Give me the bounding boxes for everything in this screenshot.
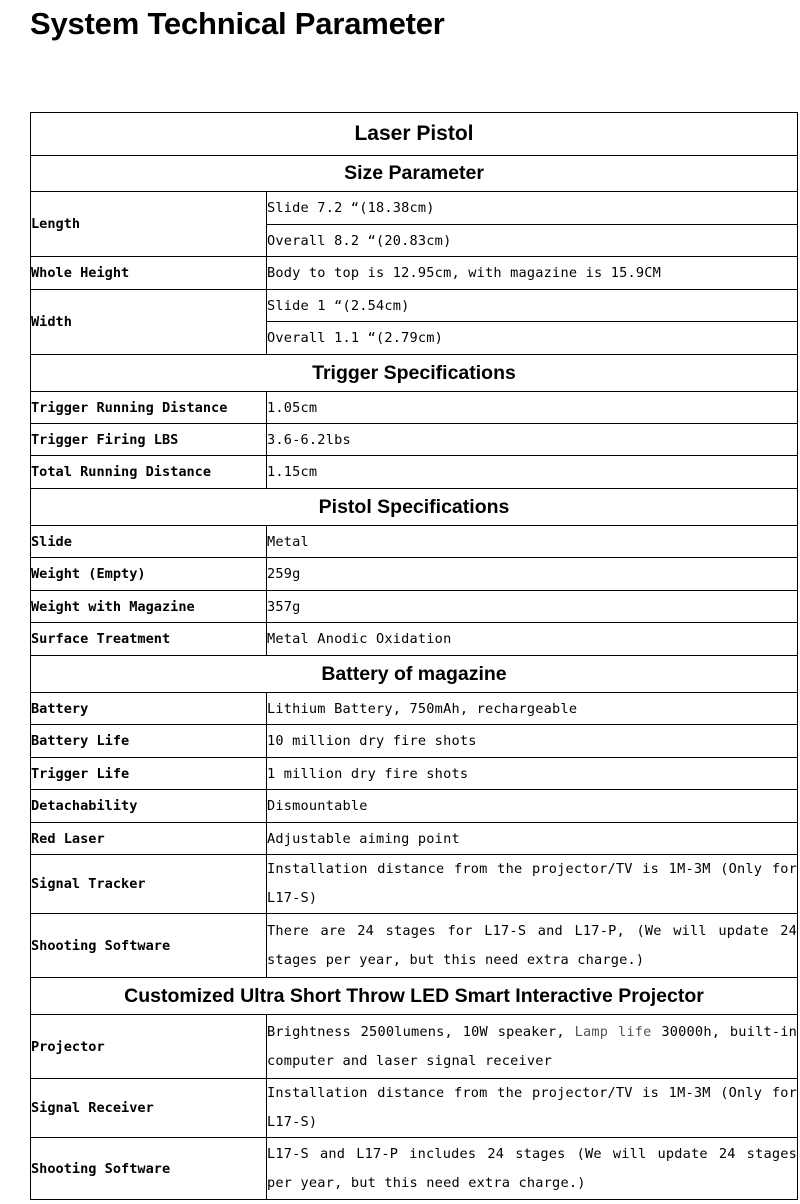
row-value: Adjustable aiming point <box>267 823 798 855</box>
projector-spec-text-rest: 30000h, built-in computer and laser signal receiver <box>267 1023 797 1069</box>
row-label: Width <box>31 290 267 355</box>
row-value: L17-S and L17-P includes 24 stages (We will update 24 stages per year, but this need extra charge.) <box>267 1138 798 1200</box>
row-value: Installation distance from the projector/TV is 1M-3M (Only for L17-S) <box>267 1079 798 1138</box>
row-value: 3.6-6.2lbs <box>267 424 798 456</box>
row-value: Dismountable <box>267 790 798 823</box>
table-row <box>31 758 798 790</box>
section-heading-pistol: Pistol Specifications <box>31 489 798 526</box>
row-value: Metal <box>267 526 798 558</box>
row-value: Body to top is 12.95cm, with magazine is 15.9CM <box>267 257 798 290</box>
section-header-row <box>31 156 798 192</box>
section-heading-trigger: Trigger Specifications <box>31 355 798 392</box>
row-label: Trigger Life <box>31 758 267 790</box>
row-value: Slide 1 “(2.54cm) <box>267 290 798 322</box>
table-row <box>31 823 798 855</box>
table-row <box>31 790 798 823</box>
row-value: 357g <box>267 591 798 623</box>
section-header-row <box>31 978 798 1015</box>
table-title: Laser Pistol <box>31 113 798 156</box>
page-title: System Technical Parameter <box>30 6 445 41</box>
row-label: Trigger Firing LBS <box>31 424 267 456</box>
table-row <box>31 526 798 558</box>
section-heading-size: Size Parameter <box>31 156 798 192</box>
row-label: Total Running Distance <box>31 456 267 489</box>
row-label: Shooting Software <box>31 1138 267 1200</box>
row-value: Slide 7.2 “(18.38cm) <box>267 192 798 225</box>
table-row <box>31 1079 798 1138</box>
row-label: Projector <box>31 1015 267 1079</box>
row-label: Shooting Software <box>31 914 267 978</box>
table-row <box>31 392 798 424</box>
table-row <box>31 290 798 322</box>
row-value: Lithium Battery, 750mAh, rechargeable <box>267 693 798 725</box>
section-heading-projector: Customized Ultra Short Throw LED Smart Interactive Projector <box>31 978 798 1015</box>
row-value: 10 million dry fire shots <box>267 725 798 758</box>
table-row <box>31 1015 798 1079</box>
section-header-row <box>31 489 798 526</box>
row-value: Overall 1.1 “(2.79cm) <box>267 322 798 355</box>
section-heading-battery: Battery of magazine <box>31 656 798 693</box>
row-label: Whole Height <box>31 257 267 290</box>
row-value: Installation distance from the projector/TV is 1M-3M (Only for L17-S) <box>267 855 798 914</box>
row-label: Weight (Empty) <box>31 558 267 591</box>
row-label: Surface Treatment <box>31 623 267 656</box>
table-row <box>31 914 798 978</box>
row-label: Weight with Magazine <box>31 591 267 623</box>
row-value: Metal Anodic Oxidation <box>267 623 798 656</box>
row-label: Battery <box>31 693 267 725</box>
table-title-row <box>31 113 798 156</box>
row-value: There are 24 stages for L17-S and L17-P, (We will update 24 stages per year, but this need extra charge.) <box>267 914 798 978</box>
table-row <box>31 1138 798 1200</box>
row-value: 1 million dry fire shots <box>267 758 798 790</box>
row-label: Signal Receiver <box>31 1079 267 1138</box>
projector-spec-text: Brightness 2500lumens, 10W speaker, <box>267 1023 575 1040</box>
table-row <box>31 257 798 290</box>
row-value: Overall 8.2 “(20.83cm) <box>267 225 798 257</box>
table-row <box>31 725 798 758</box>
table-row <box>31 424 798 456</box>
spec-table <box>30 112 798 1200</box>
row-value: 1.05cm <box>267 392 798 424</box>
table-row <box>31 855 798 914</box>
row-label: Trigger Running Distance <box>31 392 267 424</box>
row-label: Battery Life <box>31 725 267 758</box>
row-label: Red Laser <box>31 823 267 855</box>
row-value: 259g <box>267 558 798 591</box>
lamp-life-text: Lamp life <box>574 1023 652 1040</box>
row-label: Slide <box>31 526 267 558</box>
table-row <box>31 192 798 225</box>
row-value: 1.15cm <box>267 456 798 489</box>
table-row <box>31 558 798 591</box>
row-label: Signal Tracker <box>31 855 267 914</box>
table-row <box>31 591 798 623</box>
row-label: Length <box>31 192 267 257</box>
row-label: Detachability <box>31 790 267 823</box>
table-row <box>31 693 798 725</box>
table-row <box>31 456 798 489</box>
section-header-row <box>31 656 798 693</box>
row-value <box>267 1015 798 1079</box>
table-row <box>31 623 798 656</box>
section-header-row <box>31 355 798 392</box>
